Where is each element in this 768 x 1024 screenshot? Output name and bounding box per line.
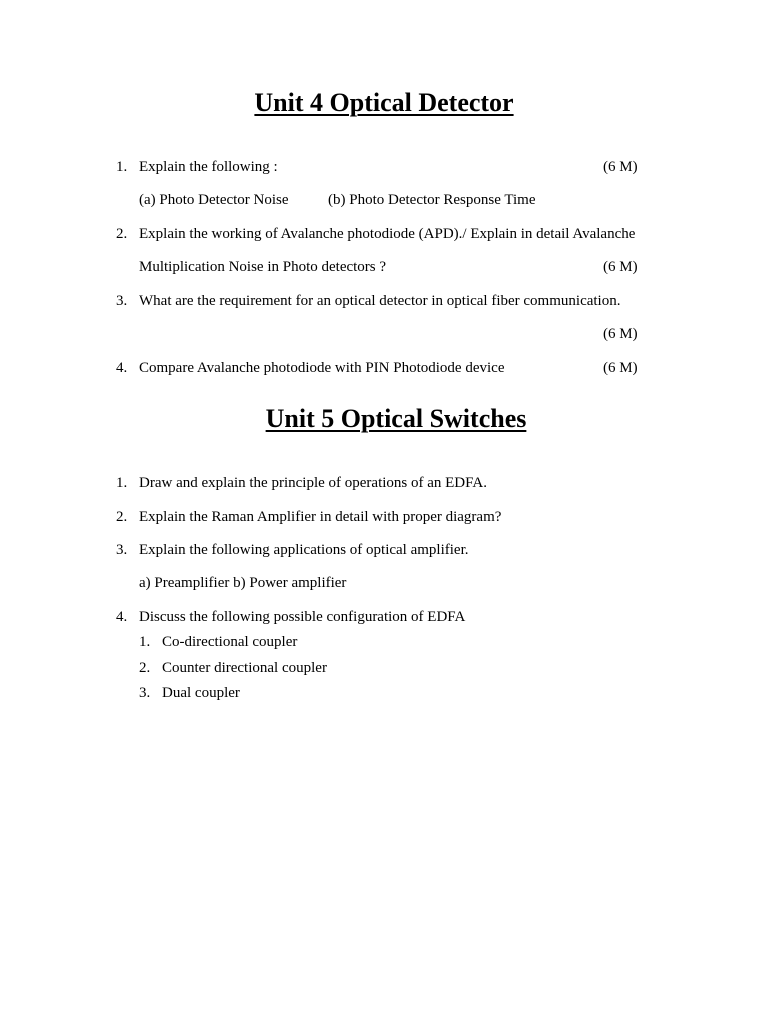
unit4-q1-part-a: (a) Photo Detector Noise bbox=[139, 192, 289, 208]
unit4-q4-text: Compare Avalanche photodiode with PIN Photodiode device bbox=[139, 360, 505, 376]
unit5-q2-number: 2. bbox=[116, 509, 128, 525]
unit5-q4-subitem-number: 2. bbox=[139, 660, 151, 676]
unit5-q4-subitem-text: Dual coupler bbox=[162, 685, 240, 701]
unit4-q3-text: What are the requirement for an optical detector in optical fiber communication. bbox=[139, 293, 621, 309]
unit5-q2-text: Explain the Raman Amplifier in detail with proper diagram? bbox=[139, 509, 502, 525]
unit5-q4-text: Discuss the following possible configuration of EDFA bbox=[139, 609, 466, 625]
unit4-q3-number: 3. bbox=[116, 293, 128, 309]
unit4-q1-part-b: (b) Photo Detector Response Time bbox=[328, 192, 536, 208]
unit4-q3-marks: (6 M) bbox=[603, 326, 638, 342]
unit5-q3-number: 3. bbox=[116, 542, 128, 558]
unit4-q2-line2: Multiplication Noise in Photo detectors ? bbox=[139, 259, 387, 275]
unit5-q1-number: 1. bbox=[116, 475, 128, 491]
unit5-q4-subitem-text: Co-directional coupler bbox=[162, 634, 298, 650]
unit4-q4-number: 4. bbox=[116, 360, 128, 376]
unit5-q3-text: Explain the following applications of optical amplifier. bbox=[139, 542, 469, 558]
unit4-q2-line1: Explain the working of Avalanche photodiode (APD)./ Explain in detail Avalanche bbox=[139, 226, 636, 242]
unit5-q4-subitem-number: 3. bbox=[139, 685, 151, 701]
unit4-q1-marks: (6 M) bbox=[603, 159, 638, 175]
unit5-title: Unit 5 Optical Switches bbox=[265, 404, 527, 433]
unit5-q3-parts: a) Preamplifier b) Power amplifier bbox=[139, 575, 347, 591]
unit4-q2-marks: (6 M) bbox=[603, 259, 638, 275]
unit4-q1-text: Explain the following : bbox=[139, 159, 278, 175]
unit5-q4-subitem-number: 1. bbox=[139, 634, 151, 650]
unit4-q1-number: 1. bbox=[116, 159, 128, 175]
unit5-q4-number: 4. bbox=[116, 609, 128, 625]
unit5-q1-text: Draw and explain the principle of operations of an EDFA. bbox=[139, 475, 487, 491]
unit4-q4-marks: (6 M) bbox=[603, 360, 638, 376]
unit4-q2-number: 2. bbox=[116, 226, 128, 242]
unit5-q4-subitem-text: Counter directional coupler bbox=[162, 660, 327, 676]
unit4-title: Unit 4 Optical Detector bbox=[254, 88, 514, 117]
